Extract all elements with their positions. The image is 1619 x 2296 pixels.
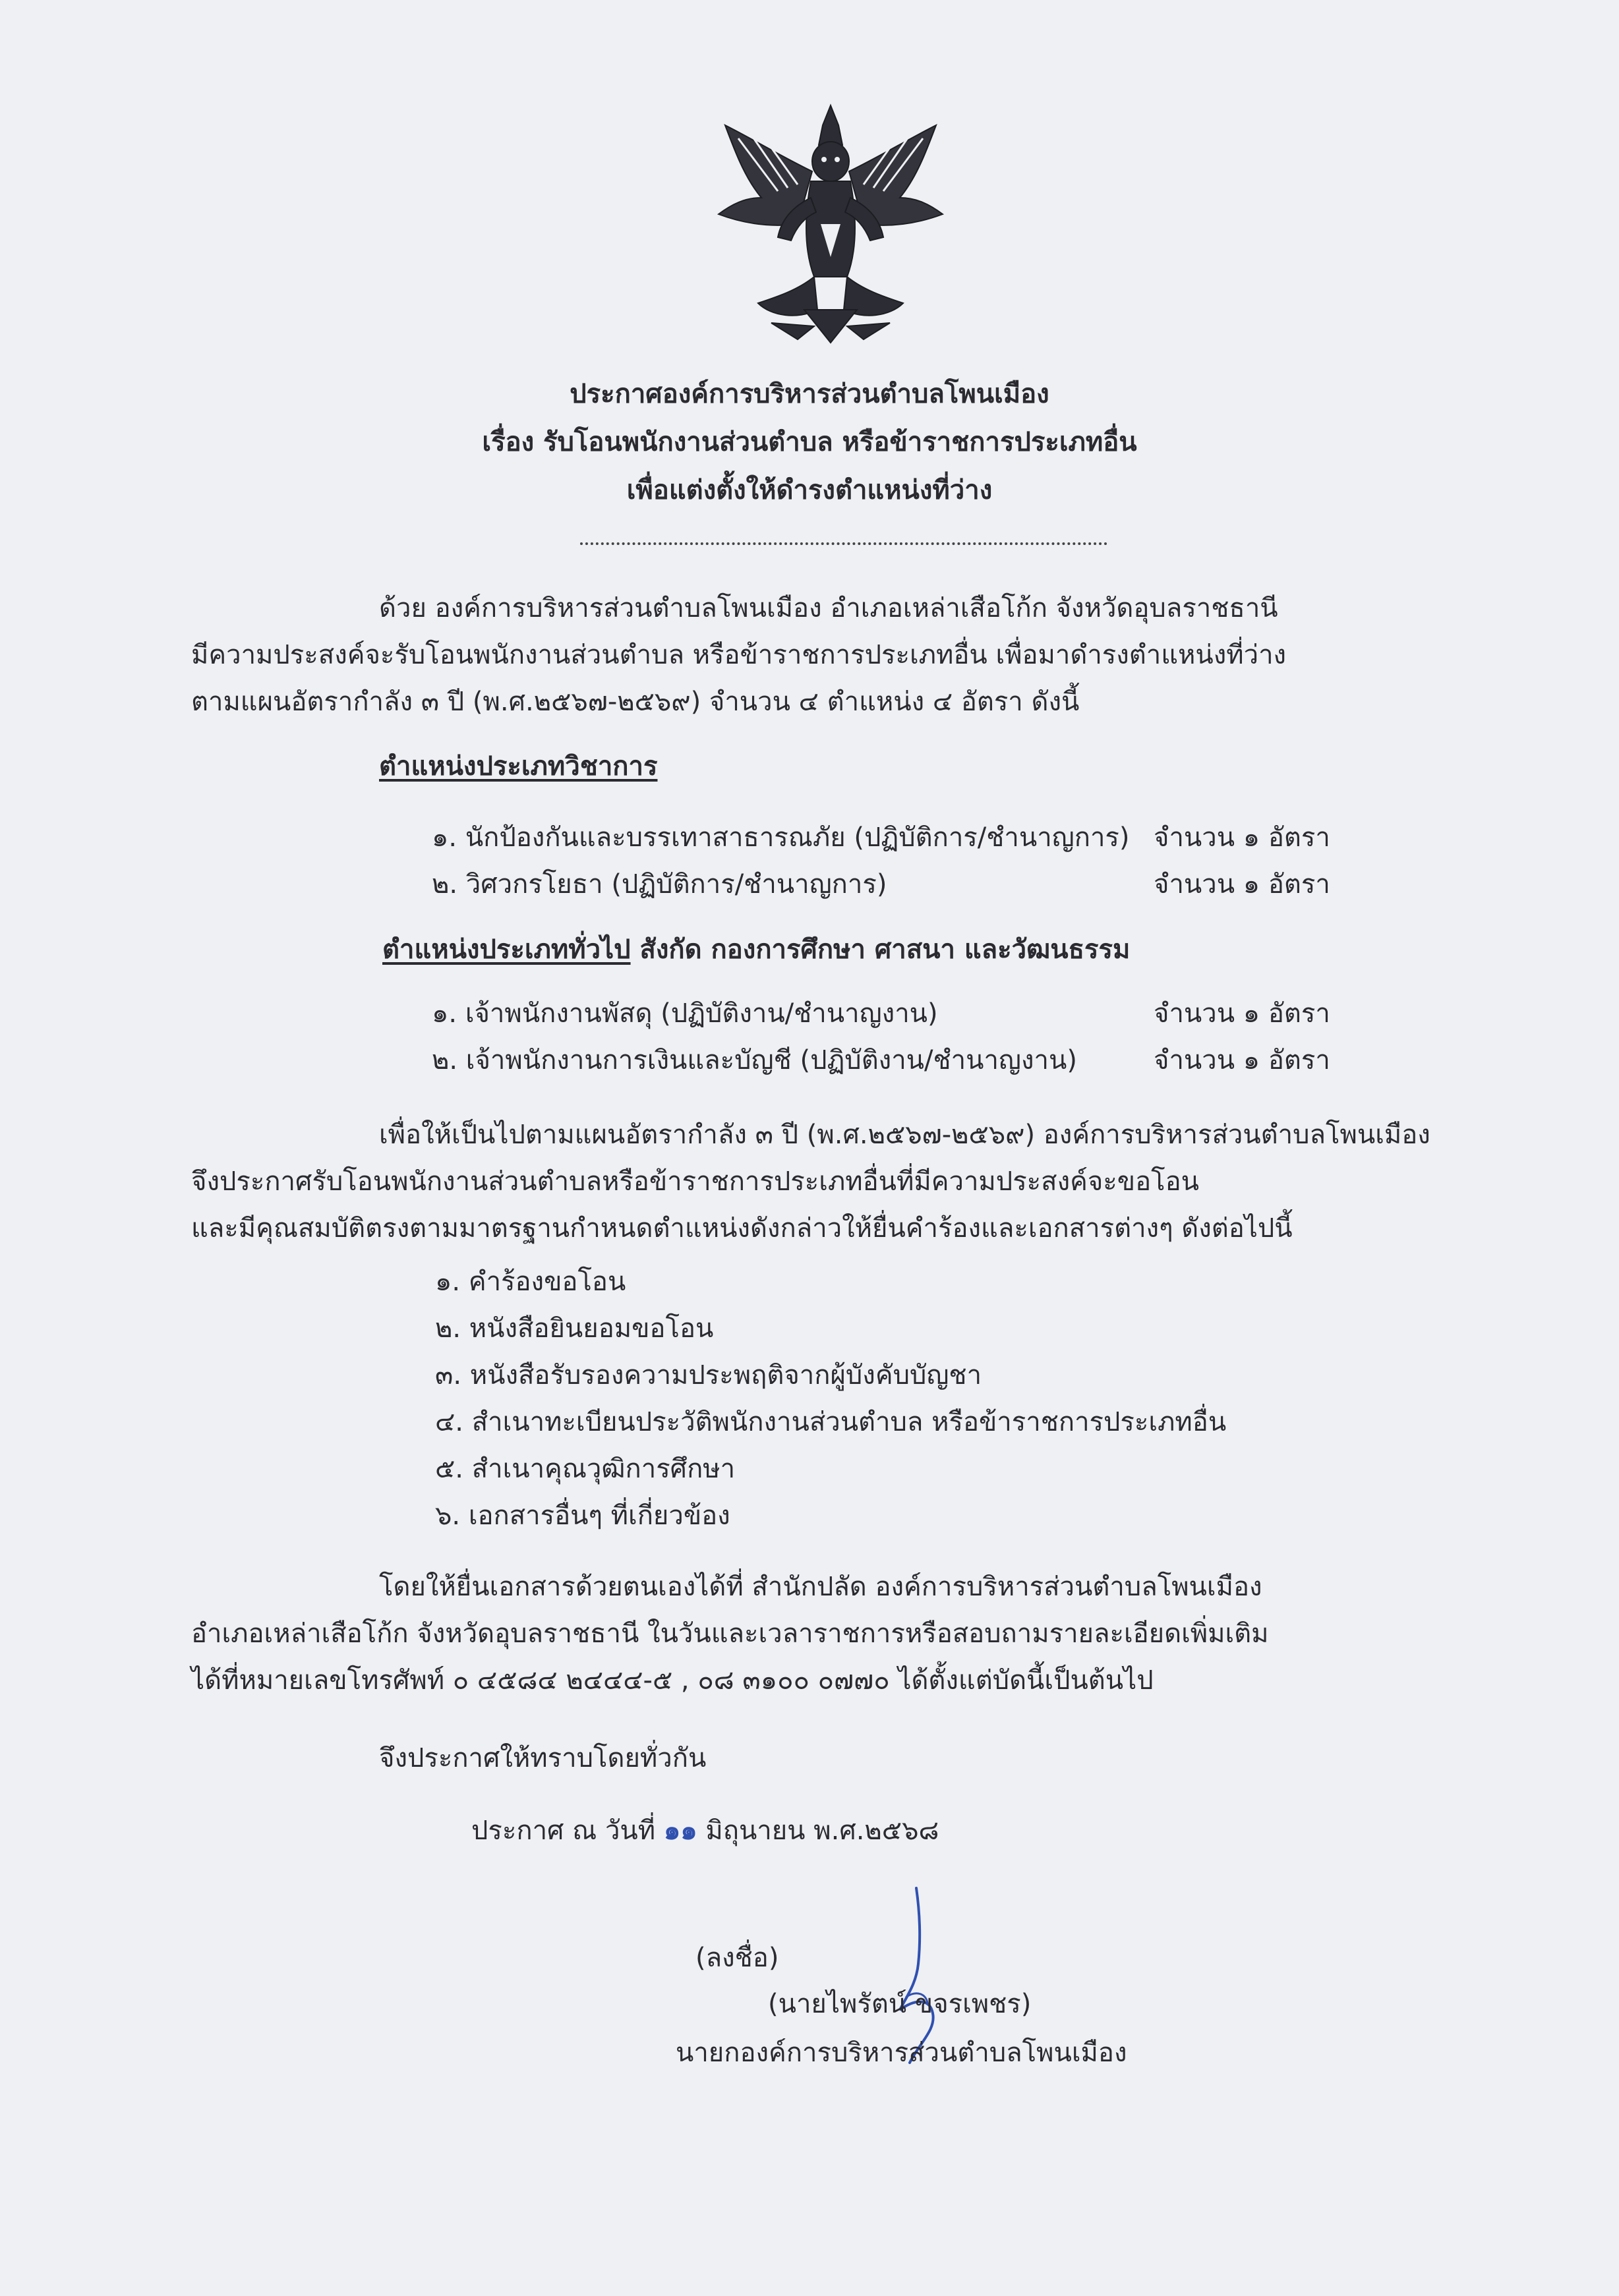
announce-text: จึงประกาศให้ทราบโดยทั่วกัน — [379, 1743, 707, 1773]
section-2-item-2: ๒. เจ้าพนักงานการเงินและบัญชี (ปฏิบัติงาน/ชำนาญงาน) — [432, 1045, 1077, 1076]
section-1-item-1: ๑. นักป้องกันและบรรเทาสาธารณภัย (ปฏิบัติการ/ชำนาญการ) — [432, 822, 1130, 853]
intro-line-2: มีความประสงค์จะรับโอนพนักงานส่วนตำบล หรือข้าราชการประเภทอื่น เพื่อมาดำรงตำแหน่งที่ว่าง — [191, 640, 1287, 670]
document-item: ๓. หนังสือรับรองความประพฤติจากผู้บังคับบัญชา — [435, 1360, 982, 1391]
title-line-1: ประกาศองค์การบริหารส่วนตำบลโพนเมือง — [570, 379, 1049, 409]
title-line-3: เพื่อแต่งตั้งให้ดำรงตำแหน่งที่ว่าง — [626, 475, 993, 505]
document-item: ๔. สำเนาทะเบียนประวัติพนักงานส่วนตำบล หรือข้าราชการประเภทอื่น — [435, 1407, 1227, 1437]
signer-name: (นายไพรัตน์ ขจรเพชร) — [768, 1989, 1032, 2019]
section-1-item-2-count: จำนวน ๑ อัตรา — [1154, 869, 1330, 900]
section-1-heading: ตำแหน่งประเภทวิชาการ — [379, 751, 658, 782]
para-2-line-1: เพื่อให้เป็นไปตามแผนอัตรากำลัง ๓ ปี (พ.ศ.๒๕๖๗-๒๕๖๙) องค์การบริหารส่วนตำบลโพนเมือง — [379, 1120, 1430, 1150]
date-suffix: มิถุนายน พ.ศ.๒๕๖๘ — [697, 1816, 939, 1846]
section-2-heading — [382, 931, 1130, 968]
section-2-item-1: ๑. เจ้าพนักงานพัสดุ (ปฏิบัติงาน/ชำนาญงาน) — [432, 998, 938, 1029]
section-1-item-1-count: จำนวน ๑ อัตรา — [1154, 822, 1330, 853]
section-2-item-2-count: จำนวน ๑ อัตรา — [1154, 1045, 1330, 1076]
para-3-line-3: ได้ที่หมายเลขโทรศัพท์ ๐ ๔๕๘๔ ๒๔๔๔-๕ , ๐๘ ๓๑๐๐ ๐๗๗๐ ได้ตั้งแต่บัดนี้เป็นต้นไป — [191, 1665, 1154, 1696]
title-line-2: เรื่อง รับโอนพนักงานส่วนตำบล หรือข้าราชการประเภทอื่น — [482, 427, 1137, 457]
section-1-item-2: ๒. วิศวกรโยธา (ปฏิบัติการ/ชำนาญการ) — [432, 869, 887, 900]
date-prefix: ประกาศ ณ วันที่ — [471, 1816, 664, 1846]
intro-line-1: ด้วย องค์การบริหารส่วนตำบลโพนเมือง อำเภอเหล่าเสือโก้ก จังหวัดอุบลราชธานี — [379, 593, 1278, 623]
document-item: ๒. หนังสือยินยอมขอโอน — [435, 1313, 714, 1344]
document-item: ๖. เอกสารอื่นๆ ที่เกี่ยวข้อง — [435, 1501, 730, 1531]
sign-label: (ลงชื่อ) — [695, 1943, 779, 1973]
date-day: ๑๑ — [663, 1816, 697, 1846]
section-2-item-1-count: จำนวน ๑ อัตรา — [1154, 998, 1330, 1029]
document-item: ๑. คำร้องขอโอน — [435, 1267, 626, 1297]
signer-title: นายกองค์การบริหารส่วนตำบลโพนเมือง — [676, 2038, 1127, 2068]
section-2-heading-affiliation: สังกัด กองการศึกษา ศาสนา และวัฒนธรรม — [630, 934, 1131, 965]
intro-line-3: ตามแผนอัตรากำลัง ๓ ปี (พ.ศ.๒๕๖๗-๒๕๖๙) จำนวน ๔ ตำแหน่ง ๔ อัตรา ดังนี้ — [191, 687, 1080, 717]
para-3-line-1: โดยให้ยื่นเอกสารด้วยตนเองได้ที่ สำนักปลัด องค์การบริหารส่วนตำบลโพนเมือง — [379, 1572, 1262, 1602]
para-2-line-3: และมีคุณสมบัติตรงตามมาตรฐานกำหนดตำแหน่งดังกล่าวให้ยื่นคำร้องและเอกสารต่างๆ ดังต่อไปนี้ — [191, 1213, 1293, 1244]
announce-date — [471, 1812, 939, 1849]
document-item: ๕. สำเนาคุณวุฒิการศึกษา — [435, 1454, 736, 1484]
title-divider — [580, 542, 1107, 545]
para-2-line-2: จึงประกาศรับโอนพนักงานส่วนตำบลหรือข้าราชการประเภทอื่นที่มีความประสงค์จะขอโอน — [191, 1166, 1200, 1197]
garuda-emblem-icon — [699, 99, 962, 349]
para-3-line-2: อำเภอเหล่าเสือโก้ก จังหวัดอุบลราชธานี ในวันและเวลาราชการหรือสอบถามรายละเอียดเพิ่มเติม — [191, 1619, 1269, 1649]
section-2-heading-type: ตำแหน่งประเภททั่วไป — [382, 934, 631, 965]
